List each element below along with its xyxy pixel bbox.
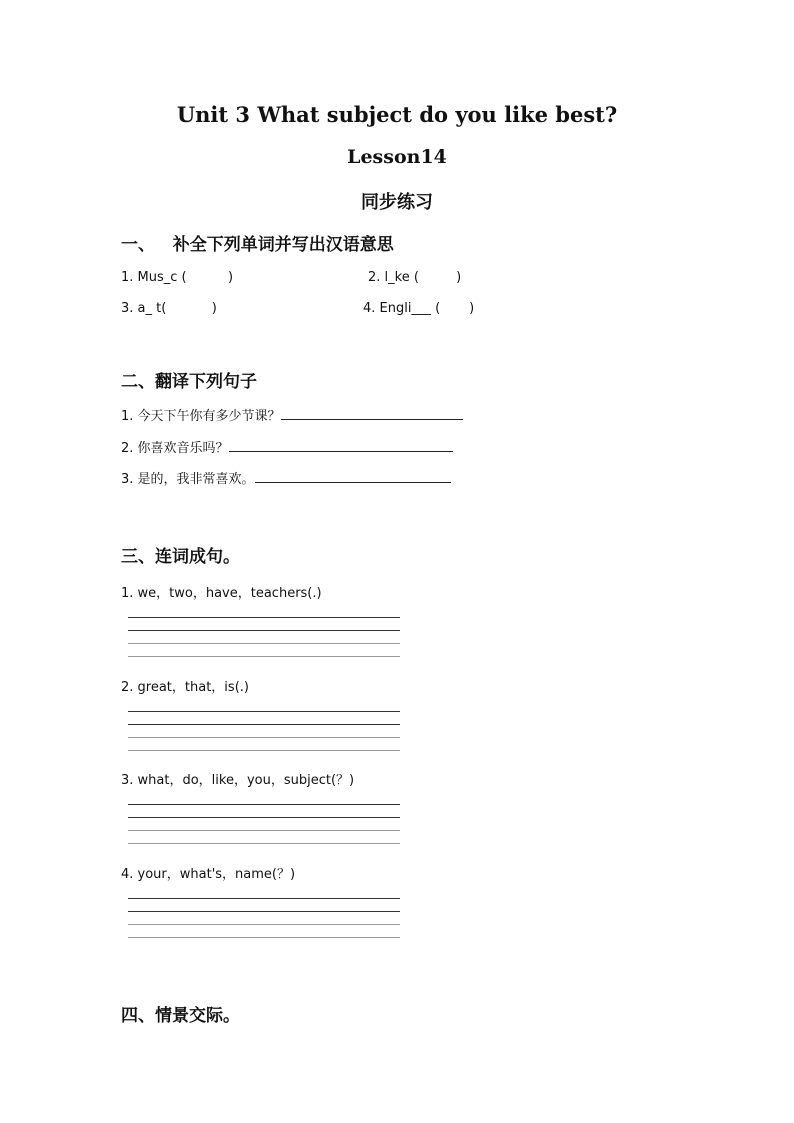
answer-blank[interactable] bbox=[255, 468, 451, 483]
writing-line bbox=[128, 737, 400, 738]
writing-line bbox=[128, 804, 400, 805]
reorder-item-4: 4. your，what's，name(？) bbox=[121, 867, 296, 882]
writing-lines-1[interactable] bbox=[128, 617, 400, 669]
writing-lines-3[interactable] bbox=[128, 804, 400, 856]
translate-item-2 bbox=[121, 437, 453, 456]
practice-title: 同步练习 bbox=[361, 192, 433, 213]
translate-item-3-text: 3. 是的，我非常喜欢。 bbox=[121, 472, 255, 487]
word-item-4: 4. Engli___ ( ) bbox=[363, 301, 475, 316]
writing-line bbox=[128, 630, 400, 631]
writing-line bbox=[128, 937, 400, 938]
page-title: Unit 3 What subject do you like best? bbox=[176, 102, 618, 127]
reorder-item-3: 3. what，do，like，you，subject(？) bbox=[121, 773, 355, 788]
translate-item-3 bbox=[121, 468, 451, 487]
section3-heading: 三、连词成句。 bbox=[121, 547, 240, 567]
word-item-1: 1. Mus_c ( ) bbox=[121, 270, 234, 285]
writing-line bbox=[128, 924, 400, 925]
section2-heading: 二、翻译下列句子 bbox=[121, 372, 257, 392]
writing-lines-2[interactable] bbox=[128, 711, 400, 763]
reorder-item-1: 1. we，two，have，teachers(.) bbox=[121, 586, 322, 601]
writing-line bbox=[128, 911, 400, 912]
answer-blank[interactable] bbox=[229, 437, 453, 452]
writing-line bbox=[128, 843, 400, 844]
writing-line bbox=[128, 711, 400, 712]
writing-line bbox=[128, 750, 400, 751]
section1-heading: 一、 补全下列单词并写出汉语意思 bbox=[121, 235, 394, 255]
answer-blank[interactable] bbox=[281, 405, 463, 420]
word-item-2: 2. l_ke ( ) bbox=[368, 270, 462, 285]
translate-item-1-text: 1. 今天下午你有多少节课？ bbox=[121, 409, 281, 424]
lesson-title: Lesson14 bbox=[347, 146, 447, 168]
translate-item-2-text: 2. 你喜欢音乐吗？ bbox=[121, 441, 229, 456]
section4-heading: 四、情景交际。 bbox=[121, 1006, 240, 1026]
writing-line bbox=[128, 643, 400, 644]
writing-line bbox=[128, 817, 400, 818]
writing-line bbox=[128, 656, 400, 657]
translate-item-1 bbox=[121, 405, 463, 424]
writing-line bbox=[128, 617, 400, 618]
writing-line bbox=[128, 830, 400, 831]
word-item-3: 3. a_ t( ) bbox=[121, 301, 217, 316]
writing-line bbox=[128, 898, 400, 899]
writing-line bbox=[128, 724, 400, 725]
reorder-item-2: 2. great，that，is(.) bbox=[121, 680, 249, 695]
writing-lines-4[interactable] bbox=[128, 898, 400, 950]
